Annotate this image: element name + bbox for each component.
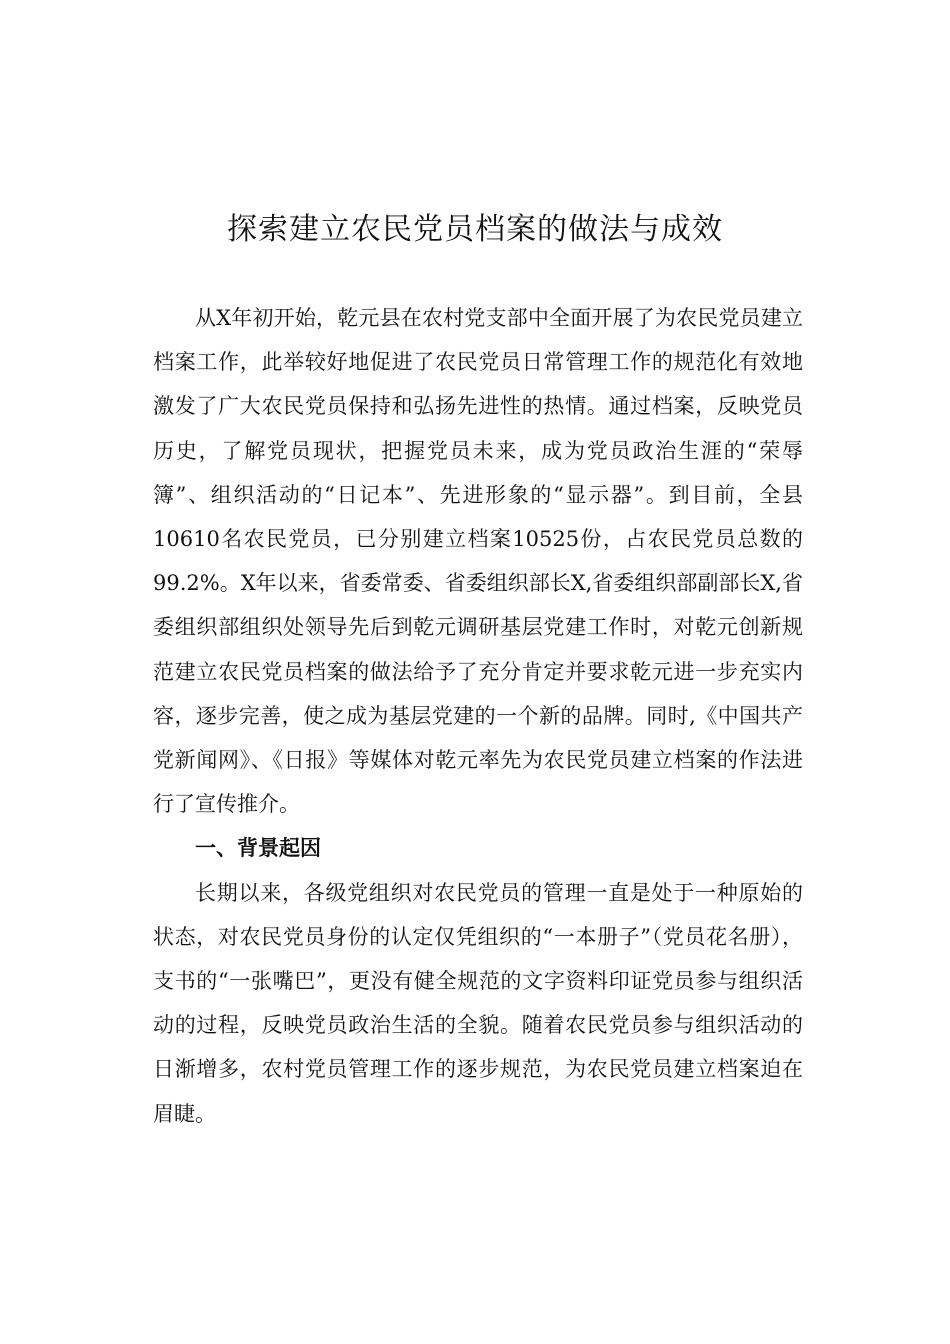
intro-paragraph: 从X年初开始，乾元县在农村党支部中全面开展了为农民党员建立档案工作，此举较好地促进了农民党员日常管理工作的规范化有效地激发了广大农民党员保持和弘扬先进性的热情。通过档案，反映党员历史，了解党员现状，把握党员未来，成为党员政治生涯的“荣辱簿”、组织活动的“日记本”、先进形象的“显示器”。到目前，全县10610名农民党员，已分别建立档案10525份，占农民党员总数的99.2%。X年以来，省委常委、省委组织部长X,省委组织部副部长X,省委组织部组织处领导先后到乾元调研基层党建工作时，对乾元创新规范建立农民党员档案的做法给予了充分肯定并要求乾元进一步充实内容，逐步完善，使之成为基层党建的一个新的品牌。同时,《中国共产党新闻网》、《日报》等媒体对乾元率先为农民党员建立档案的作法进行了宣传推介。 [153,306,803,817]
section-heading: 一、背景起因 [195,836,321,861]
document-body [153,296,803,1136]
document-title: 探索建立农民党员档案的做法与成效 [227,212,723,247]
section-paragraph: 长期以来，各级党组织对农民党员的管理一直是处于一种原始的状态，对农民党员身份的认定仅凭组织的“一本册子”（党员花名册），支书的“一张嘴巴”，更没有健全规范的文字资料印证党员参与组织活动的过程，反映党员政治生活的全貌。随着农民党员参与组织活动的日渐增多，农村党员管理工作的逐步规范，为农民党员建立档案迫在眉睫。 [153,880,803,1126]
